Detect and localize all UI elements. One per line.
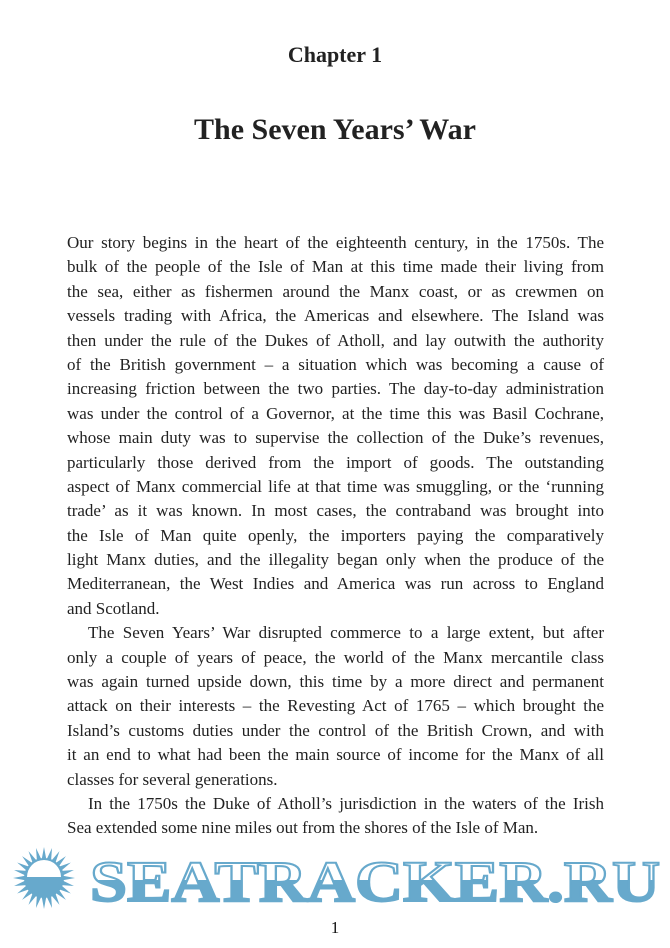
text-line: vessels trading with Africa, the Americas and elsewhere. The Island was [67, 306, 604, 326]
text-line: Island’s customs duties under the control of the British Crown, and with [67, 720, 604, 740]
text-line: whose main duty was to supervise the collection of the Duke’s revenues, [67, 428, 604, 448]
text-line: Our story begins in the heart of the eighteenth century, in the 1750s. The [67, 233, 604, 252]
text-line: bulk of the people of the Isle of Man at this time made their living from [67, 257, 604, 277]
text-line: the sea, either as fishermen around the Manx coast, or as crewmen on [67, 281, 604, 301]
text-line: attack on their interests – the Revesting Act of 1765 – which brought the [67, 696, 604, 716]
page-number: 1 [330, 918, 340, 937]
sun-ray [42, 847, 47, 859]
text-line: light Manx duties, and the illegality began only when the produce of the [67, 550, 604, 570]
sun-icon [13, 847, 75, 909]
watermark-text: SEATRACKER.RU [90, 849, 660, 910]
text-line: classes for several generations. [67, 769, 278, 789]
text-line: of the British government – a situation which was becoming a cause of [67, 354, 604, 374]
text-line: In the 1750s the Duke of Atholl’s jurisdiction in the waters of the Irish [88, 793, 604, 813]
watermark-logo [0, 846, 670, 910]
sun-ray [42, 897, 47, 909]
text-line: Sea extended some nine miles out from the shores of the Isle of Man. [67, 818, 539, 838]
text-line: then under the rule of the Dukes of Atholl, and lay outwith the authority [67, 330, 604, 350]
text-line: the Isle of Man quite openly, the importers paying the comparatively [67, 525, 604, 545]
text-line: The Seven Years’ War disrupted commerce to a large extent, but after [88, 623, 604, 643]
sun-ray [63, 876, 75, 881]
sun-ray [13, 876, 25, 881]
text-line: particularly those derived from the import of goods. The outstanding [67, 452, 604, 472]
text-line: was under the control of a Governor, at the time this was Basil Cochrane, [67, 403, 604, 423]
text-line: Mediterranean, the West Indies and America was run across to England [67, 574, 604, 594]
text-line: increasing friction between the two parties. The day-to-day administration [67, 379, 604, 399]
text-line: only a couple of years of peace, the world of the Manx mercantile class [67, 647, 604, 667]
chapter-label: Chapter 1 [287, 42, 383, 67]
chapter-title: The Seven Years’ War [194, 113, 476, 146]
body-text [67, 231, 604, 841]
text-line: was again turned upside down, this time by a more direct and permanent [67, 672, 604, 692]
text-line: aspect of Manx commercial life at that time was smuggling, or the ‘running [67, 476, 604, 496]
text-line: it an end to what had been the main source of income for the Manx of all [67, 745, 604, 765]
text-line: trade’ as it was known. In most cases, the contraband was brought into [67, 501, 604, 521]
text-line: and Scotland. [67, 598, 160, 618]
